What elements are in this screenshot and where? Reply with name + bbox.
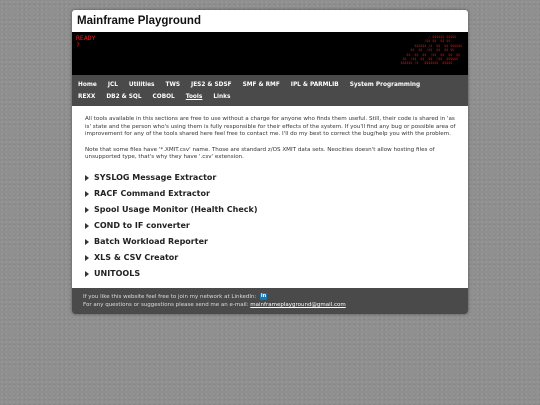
nav-item-tws[interactable]: TWS <box>165 82 181 88</box>
nav-row <box>78 79 462 91</box>
tool-item[interactable] <box>85 250 456 266</box>
ready-text: READY <box>76 34 96 42</box>
tool-label: COND to IF converter <box>94 221 190 231</box>
note-paragraph: Note that some files have '*.XMIT.csv' name. Those are standard z/OS XMIT data sets. Neocities doesn't allow hosting files of unsupported type, that's why they have '.csv' extension. <box>85 146 435 161</box>
expand-triangle-icon <box>85 175 89 181</box>
nav-item-db2-sql[interactable]: DB2 & SQL <box>106 94 142 100</box>
tool-label: Spool Usage Monitor (Health Check) <box>94 205 258 215</box>
site-footer <box>72 288 468 314</box>
tools-list <box>85 170 456 282</box>
page-container <box>72 10 468 314</box>
expand-triangle-icon <box>85 191 89 197</box>
nav-item-utilities[interactable]: Utilities <box>128 82 155 88</box>
tool-label: XLS & CSV Creator <box>94 253 179 263</box>
tool-item[interactable] <box>85 186 456 202</box>
footer-linkedin-line <box>83 293 457 301</box>
prompt-text: ? <box>76 41 80 49</box>
tool-item[interactable] <box>85 266 456 282</box>
nav-row <box>78 91 462 103</box>
tool-item[interactable] <box>85 170 456 186</box>
nav-item-smf-rmf[interactable]: SMF & RMF <box>242 82 280 88</box>
nav-item-home[interactable]: Home <box>78 82 97 88</box>
main-content <box>72 106 468 288</box>
nav-item-links[interactable]: Links <box>213 94 231 100</box>
footer-email-line <box>83 301 457 309</box>
terminal-banner <box>72 32 468 75</box>
expand-triangle-icon <box>85 255 89 261</box>
ascii-art-logo: / $$$$$$ $$$$$ /$$ $$ $$ $$ $$$$$$ /$ $$ $$ $$$$$$ $$ $$ /$$ $$ $$ $$ $$ $$ $$ /$$ $$ $$ $$ $$ /$$ $$ $$ /$$ $$$$$$ $$$$$$ /$ $$$$$$$ $$$$$ <box>400 35 462 66</box>
expand-triangle-icon <box>85 239 89 245</box>
nav-item-rexx[interactable]: REXX <box>78 94 96 100</box>
email-link[interactable]: mainframeplayground@gmail.com <box>250 301 346 308</box>
nav-item-system-programming[interactable]: System Programming <box>349 82 421 88</box>
tool-label: UNITOOLS <box>94 269 141 279</box>
nav-item-jcl[interactable]: JCL <box>107 82 118 88</box>
expand-triangle-icon <box>85 207 89 213</box>
nav-item-ipl-parmlib[interactable]: IPL & PARMLIB <box>290 82 339 88</box>
tool-item[interactable] <box>85 234 456 250</box>
expand-triangle-icon <box>85 223 89 229</box>
tool-item[interactable] <box>85 202 456 218</box>
nav-item-cobol[interactable]: COBOL <box>152 94 175 100</box>
expand-triangle-icon <box>85 271 89 277</box>
footer-linkedin-text: If you like this website feel free to join my network at LinkedIn: <box>83 293 257 300</box>
tool-label: RACF Command Extractor <box>94 189 210 199</box>
nav-item-tools[interactable]: Tools <box>185 94 203 100</box>
nav-item-jes2-sdsf[interactable]: JES2 & SDSF <box>191 82 232 88</box>
linkedin-icon[interactable]: in <box>260 292 267 299</box>
tool-label: SYSLOG Message Extractor <box>94 173 217 183</box>
site-header <box>72 10 468 32</box>
footer-email-text: For any questions or suggestions please send me an e-mail: <box>83 301 249 308</box>
main-navigation <box>72 75 468 106</box>
site-title[interactable]: Mainframe Playground <box>77 15 201 27</box>
tool-label: Batch Workload Reporter <box>94 237 208 247</box>
tool-item[interactable] <box>85 218 456 234</box>
intro-paragraph: All tools available in this sections are free to use without a charge for anyone who finds them useful. Still, their code is shared in 'as is' state and the person who's using them is fully responsible for their effects of the system. If you'll find any bug or possible area of improvement for any of the tools shared here feel free to contact me. I'll do my best to correct the bug/help you with the problem. <box>85 116 456 138</box>
